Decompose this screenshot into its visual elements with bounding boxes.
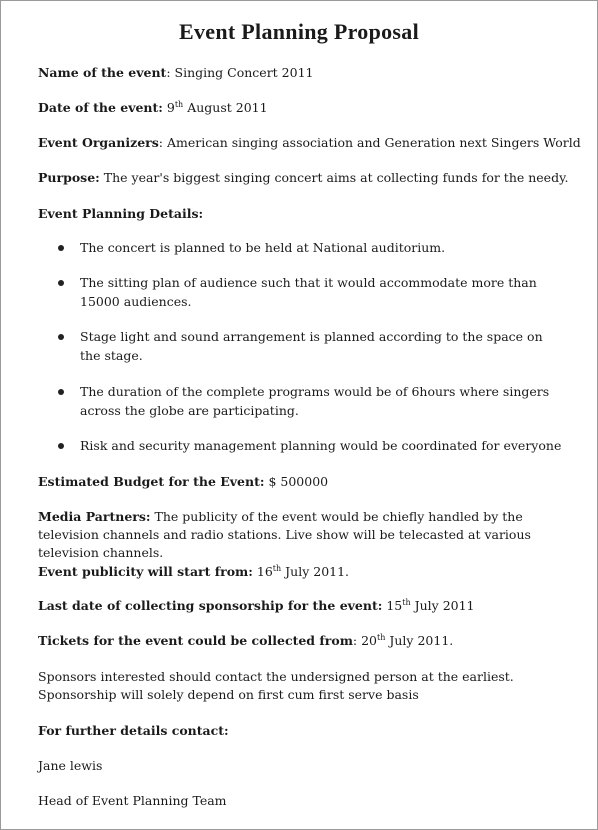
contact-name: Jane lewis: [38, 758, 103, 773]
budget-line: [38, 473, 567, 491]
tickets-suffix: th: [377, 632, 386, 642]
detail-item: The concert is planned to be held at National auditorium.: [80, 240, 446, 255]
publicity-line: [38, 563, 567, 581]
document-title: Event Planning Proposal: [179, 19, 419, 44]
details-heading: [38, 205, 567, 223]
publicity-day: 16: [256, 564, 273, 579]
organizers-label: Event Organizers: [38, 135, 159, 150]
bullet-icon: [58, 443, 64, 449]
event-date-day: 9: [166, 100, 175, 115]
bullet-icon: [58, 334, 64, 340]
media-partners-label: Media Partners:: [38, 509, 151, 524]
publicity-suffix: th: [272, 563, 282, 573]
detail-item: The duration of the complete programs would be of 6hours where singers across the globe are participating.: [80, 384, 550, 418]
detail-item: Stage light and sound arrangement is planned according to the space on the stage.: [80, 329, 543, 363]
budget-value: $ 500000: [268, 474, 329, 489]
publicity-label: Event publicity will start from:: [38, 564, 253, 579]
contact-role: Head of Event Planning Team: [38, 793, 227, 808]
details-label: Event Planning Details:: [38, 206, 204, 221]
event-date-suffix: th: [174, 99, 184, 109]
budget-label: Estimated Budget for the Event:: [38, 474, 265, 489]
sponsors-note: Sponsors interested should contact the undersigned person at the earliest. Sponsorship will solely depend on first cum first serve basis: [38, 669, 514, 702]
event-date-rest: August 2011: [187, 100, 268, 115]
sponsorship-day: 15: [386, 598, 403, 613]
event-name-value: Singing Concert 2011: [174, 65, 314, 80]
event-name-line: Name of the event: Singing Concert 2011: [38, 65, 314, 80]
purpose-label: Purpose:: [38, 170, 100, 185]
event-date-label: Date of the event:: [38, 100, 163, 115]
tickets-label: Tickets for the event could be collected from: [38, 633, 353, 648]
sponsorship-label: Last date of collecting sponsorship for the event:: [38, 598, 383, 613]
contact-heading: [38, 722, 567, 740]
event-date-line: [38, 99, 567, 117]
media-partners-paragraph: [38, 508, 567, 562]
publicity-rest: July 2011.: [285, 564, 350, 579]
tickets-rest: July 2011.: [389, 633, 454, 648]
detail-item: Risk and security management planning would be coordinated for everyone: [80, 438, 562, 453]
bullet-icon: [58, 245, 64, 251]
organizers-line: Event Organizers: American singing association and Generation next Singers World: [38, 135, 581, 150]
sponsorship-rest: July 2011: [414, 598, 475, 613]
contact-label: For further details contact:: [38, 723, 229, 738]
bullet-icon: [58, 280, 64, 286]
tickets-day: : 20: [352, 633, 378, 648]
sponsorship-line: [38, 597, 567, 615]
tickets-line: [38, 632, 567, 650]
detail-item: The sitting plan of audience such that it would accommodate more than 15000 audiences.: [80, 275, 537, 309]
bullet-icon: [58, 389, 64, 395]
organizers-value: American singing association and Generation next Singers World: [166, 135, 581, 150]
sponsorship-suffix: th: [402, 597, 411, 607]
event-name-label: Name of the event: [38, 65, 167, 80]
media-partners-value: The publicity of the event would be chiefly handled by the television channels and radio stations. Live show will be telecasted at various television channels.: [38, 509, 531, 560]
purpose-value: The year's biggest singing concert aims at collecting funds for the needy.: [103, 170, 569, 185]
purpose-line: [38, 169, 567, 187]
